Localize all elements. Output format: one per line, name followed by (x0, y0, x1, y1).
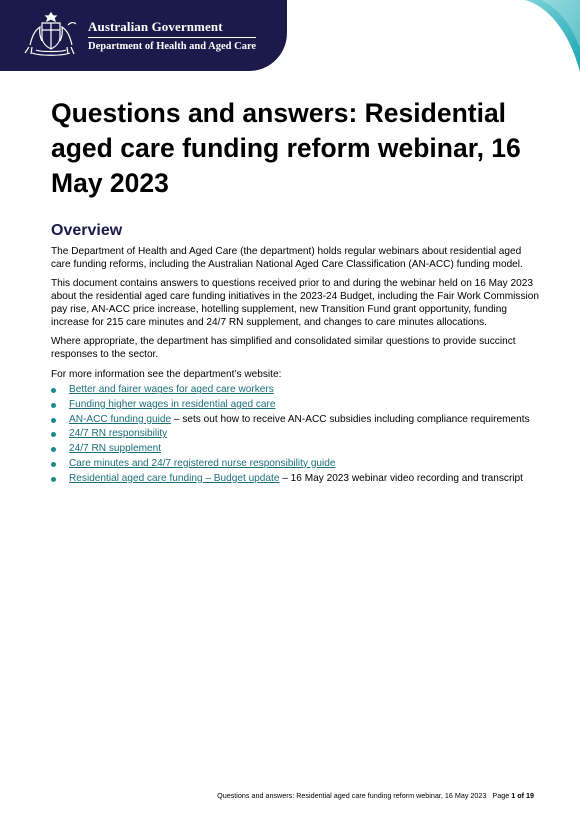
link-suffix: – 16 May 2023 webinar video recording and transcript (279, 472, 523, 484)
bullet-icon (51, 388, 56, 393)
document-body (51, 246, 541, 487)
page-footer (217, 791, 534, 800)
coat-of-arms-icon (22, 9, 80, 59)
page-current: 1 (511, 791, 516, 800)
government-banner (0, 0, 287, 71)
paragraph: This document contains answers to questions received prior to and during the webinar held on 16 May 2023 about the residential aged care funding initiatives in the 2023-24 Budget, including the Fair Work Commission pay rise, AN-ACC price increase, hotelling supplement, new Transition Fund grant opportunity, funding increase for 215 care minutes and 24/7 RN supplement, and changes to care minutes allocations. (51, 278, 539, 328)
link-suffix: – sets out how to receive AN-ACC subsidies including compliance requirements (171, 413, 530, 425)
bullet-icon (51, 447, 56, 452)
list-item (51, 384, 541, 397)
bullet-icon (51, 432, 56, 437)
link-an-acc-funding-guide[interactable]: AN-ACC funding guide (69, 413, 172, 425)
footer-text: Questions and answers: Residential aged care funding reform webinar, 16 May 2023 (217, 791, 487, 800)
corner-decoration (485, 0, 580, 72)
link-care-minutes-guide[interactable]: Care minutes and 24/7 registered nurse responsibility guide (69, 457, 336, 469)
link-better-fairer-wages[interactable]: Better and fairer wages for aged care workers (69, 384, 274, 396)
bullet-icon (51, 403, 56, 408)
government-name: Australian Government (88, 19, 223, 34)
overview-heading: Overview (51, 222, 123, 239)
paragraph: Where appropriate, the department has simplified and consolidated similar questions to provide succinct responses to the sector. (51, 336, 516, 360)
resource-links-list (51, 384, 541, 485)
paragraph: The Department of Health and Aged Care (the department) holds regular webinars about residential aged care funding reforms, including the Australian National Aged Care Classification (AN-ACC) funding model. (51, 246, 523, 270)
list-item (51, 473, 541, 486)
bullet-icon (51, 462, 56, 467)
page-label: Page (492, 791, 510, 800)
list-item (51, 399, 541, 412)
document-title: Questions and answers: Residential aged care funding reform webinar, 16 May 2023 (51, 98, 521, 198)
list-item (51, 443, 541, 456)
list-item (51, 414, 541, 427)
bullet-icon (51, 418, 56, 423)
link-rn-supplement[interactable]: 24/7 RN supplement (69, 443, 162, 455)
link-funding-higher-wages[interactable]: Funding higher wages in residential aged care (69, 399, 276, 411)
link-rn-responsibility[interactable]: 24/7 RN responsibility (69, 428, 168, 440)
list-item (51, 458, 541, 471)
list-item (51, 428, 541, 441)
more-info-text: For more information see the department’s website: (51, 368, 282, 380)
department-name: Department of Health and Aged Care (88, 41, 257, 52)
page-total: 19 (526, 791, 534, 800)
page-of: of (517, 791, 524, 800)
bullet-icon (51, 477, 56, 482)
link-budget-update[interactable]: Residential aged care funding – Budget update (69, 472, 280, 484)
header-divider (88, 37, 256, 38)
